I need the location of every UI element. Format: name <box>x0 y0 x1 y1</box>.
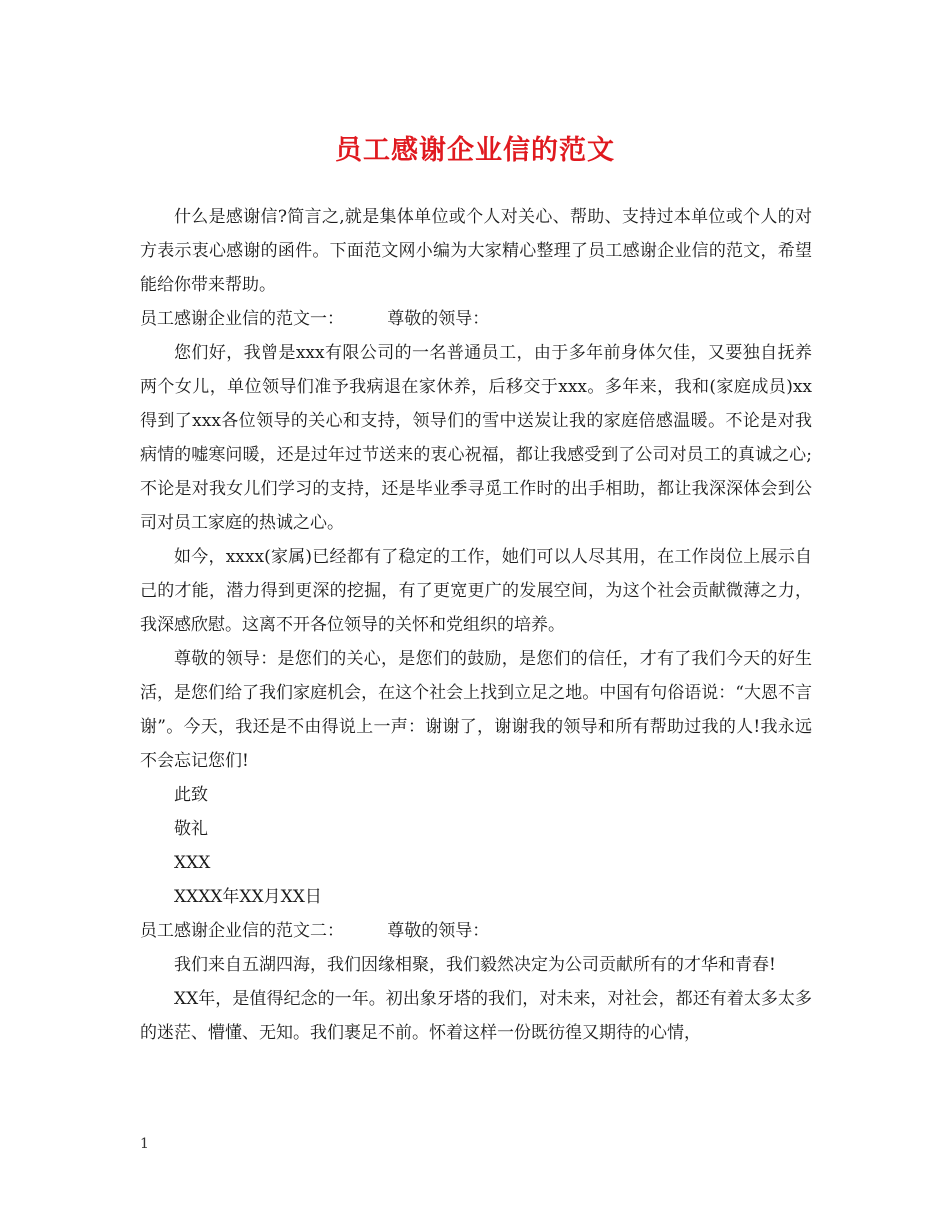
signature-date: XXXX年XX月XX日 <box>174 887 322 907</box>
page-number: 1 <box>140 1136 149 1152</box>
body-paragraph: 您们好，我曾是xxx有限公司的一名普通员工，由于多年前身体欠佳，又要独自抚养两个女儿，单位领导们准予我病退在家休养，后移交于xxx。多年来，我和(家庭成员)xx得到了xxx各位领导的关心和支持，领导们的雪中送炭让我的家庭倍感温暖。不论是对我病情的嘘寒问暖，还是过年过节送来的衷心祝福，都让我感受到了公司对员工的真诚之心;不论是对我女儿们学习的支持，还是毕业季寻觅工作时的出手相助，都让我深深体会到公司对员工家庭的热诚之心。 <box>140 343 812 533</box>
closing-salutation: 此致 <box>174 785 208 805</box>
body-paragraph: 如今，xxxx(家属)已经都有了稳定的工作，她们可以人尽其用，在工作岗位上展示自己的才能，潜力得到更深的挖掘，有了更宽更广的发展空间，为这个社会贡献微薄之力，我深感欣慰。这离不开各位领导的关怀和党组织的培养。 <box>140 547 812 635</box>
body-paragraph: 尊敬的领导：是您们的关心，是您们的鼓励，是您们的信任，才有了我们今天的好生活，是您们给了我们家庭机会，在这个社会上找到立足之地。中国有句俗语说：“大恩不言谢”。今天，我还是不由得说上一声：谢谢了，谢谢我的领导和所有帮助过我的人!我永远不会忘记您们! <box>140 649 812 771</box>
body-paragraph: 我们来自五湖四海，我们因缘相聚，我们毅然决定为公司贡献所有的才华和青春! <box>174 955 776 975</box>
sample-one-heading: 员工感谢企业信的范文一： 尊敬的领导： <box>140 309 490 329</box>
intro-paragraph: 什么是感谢信?简言之,就是集体单位或个人对关心、帮助、支持过本单位或个人的对方表示衷心感谢的函件。下面范文网小编为大家精心整理了员工感谢企业信的范文，希望能给你带来帮助。 <box>140 207 812 295</box>
document-body <box>140 200 812 1050</box>
signature: XXX <box>174 853 211 873</box>
document-title: 员工感谢企业信的范文 <box>335 135 615 166</box>
sample-two-heading: 员工感谢企业信的范文二： 尊敬的领导： <box>140 921 490 941</box>
body-paragraph: XX年，是值得纪念的一年。初出象牙塔的我们，对未来，对社会，都还有着太多太多的迷茫、懵懂、无知。我们裹足不前。怀着这样一份既彷徨又期待的心情， <box>140 989 812 1043</box>
closing-regards: 敬礼 <box>174 819 208 839</box>
